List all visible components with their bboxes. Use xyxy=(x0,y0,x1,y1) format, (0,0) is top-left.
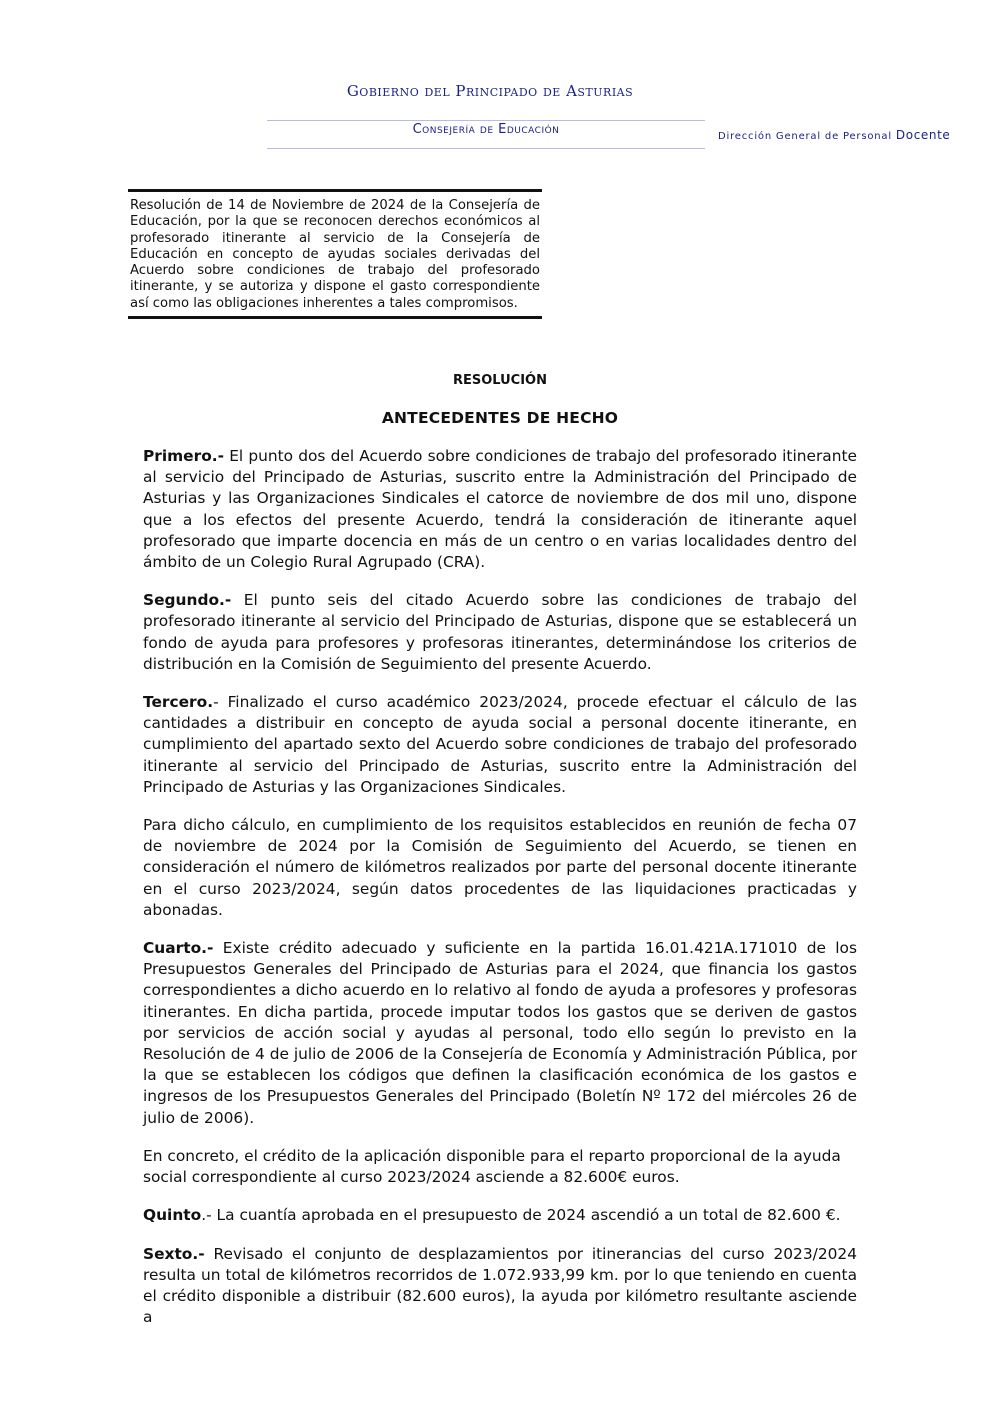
resolution-summary-text: Resolución de 14 de Noviembre de 2024 de la Consejería de Educación, por la que se reconocen derechos económicos al profesorado itinerante al servicio de la Consejería de Educación en concepto de ayudas sociales derivadas del Acuerdo sobre condiciones de trabajo del profesorado itinerante, y se autoriza y dispone el gasto correspondiente así como las obligaciones inherentes a tales compromisos. xyxy=(130,198,540,311)
sexto-label: Sexto.- xyxy=(143,1244,205,1263)
paragraph-quinto xyxy=(143,1205,857,1226)
antecedentes-heading: ANTECEDENTES DE HECHO xyxy=(381,409,619,427)
quinto-label: Quinto xyxy=(143,1206,202,1225)
sexto-text: Revisado el conjunto de desplazamientos por itinerancias del curso 2023/2024 resulta un total de kilómetros recorridos de 1.072.933,99 km. por lo que teniendo en cuenta el crédito disponible a distribuir (82.600 euros), la ayuda por kilómetro resultante asciende a xyxy=(143,1244,857,1327)
segundo-text: El punto seis del citado Acuerdo sobre las condiciones de trabajo del profesorado itinerante al servicio del Principado de Asturias, dispone que se establecerá un fondo de ayuda para profesores y profesoras itinerantes, determinándose los criterios de distribución en la Comisión de Seguimiento del presente Acuerdo. xyxy=(143,591,857,673)
document-body xyxy=(143,446,857,1345)
primero-label: Primero.- xyxy=(143,447,225,465)
direccion-text: Dirección General de Personal xyxy=(718,131,892,142)
primero-text: El punto dos del Acuerdo sobre condiciones de trabajo del profesorado itinerante al servicio del Principado de Asturias, suscrito entre la Administración del Principado de Asturias y las Organizaciones Sindicales el catorce de noviembre de dos mil uno, dispone que a los efectos del presente Acuerdo, tendrá la consideración de itinerante aquel profesorado que imparte docencia en más de un centro o en varias localidades dentro del ámbito de un Colegio Rural Agrupado (CRA). xyxy=(143,447,857,572)
resolucion-heading: RESOLUCIÓN xyxy=(453,373,547,388)
consejeria-label: Consejería de Educación xyxy=(412,122,560,137)
direccion-docente-text: Docente xyxy=(895,128,951,142)
paragraph-sexto xyxy=(143,1244,857,1329)
paragraph-primero xyxy=(143,446,857,573)
paragraph-en-concreto: En concreto, el crédito de la aplicación disponible para el reparto proporcional de la ayuda social correspondiente al curso 2023/2024 asciende a 82.600€ euros. xyxy=(143,1146,841,1187)
resolution-summary-box xyxy=(128,189,542,319)
direccion-general-label xyxy=(718,128,950,142)
tercero-text: - Finalizado el curso académico 2023/2024, procede efectuar el cálculo de las cantidades a distribuir en concepto de ayuda social a personal docente itinerante, en cumplimiento del apartado sexto del Acuerdo sobre condiciones de trabajo del profesorado itinerante al servicio del Principado de Asturias, suscrito entre la Administración del Principado de Asturias y las Organizaciones Sindicales. xyxy=(143,693,857,796)
paragraph-para-dicho: Para dicho cálculo, en cumplimiento de los requisitos establecidos en reunión de fecha 07 de noviembre de 2024 por la Comisión de Seguimiento del Acuerdo, se tienen en consideración el número de kilómetros realizados por parte del personal docente itinerante en el curso 2023/2024, según datos procedentes de las liquidaciones practicadas y abonadas. xyxy=(143,816,857,919)
tercero-label: Tercero. xyxy=(143,693,214,712)
paragraph-cuarto xyxy=(143,938,857,1129)
segundo-label: Segundo.- xyxy=(143,591,232,610)
header-rule-bottom xyxy=(267,148,705,149)
government-title: Gobierno del Principado de Asturias xyxy=(346,82,634,100)
cuarto-label: Cuarto.- xyxy=(143,939,214,958)
cuarto-text: Existe crédito adecuado y suficiente en la partida 16.01.421A.171010 de los Presupuestos Generales del Principado de Asturias para el 2024, que financia los gastos correspondientes a dicho acuerdo en lo relativo al fondo de ayuda a profesores y profesoras itinerantes. En dicha partida, procede imputar todos los gastos que se deriven de gastos por servicios de acción social y ayudas al personal, todo ello según lo previsto en la Resolución de 4 de julio de 2006 de la Consejería de Economía y Administración Pública, por la que se establecen los códigos que definen la clasificación económica de los gastos e ingresos de los Presupuestos Generales del Principado (Boletín Nº 172 del miércoles 26 de julio de 2006). xyxy=(143,939,857,1127)
paragraph-tercero xyxy=(143,692,857,798)
paragraph-segundo xyxy=(143,590,857,675)
header-rule-top xyxy=(267,120,705,121)
quinto-text: .- La cuantía aprobada en el presupuesto de 2024 ascendió a un total de 82.600 €. xyxy=(201,1206,841,1225)
